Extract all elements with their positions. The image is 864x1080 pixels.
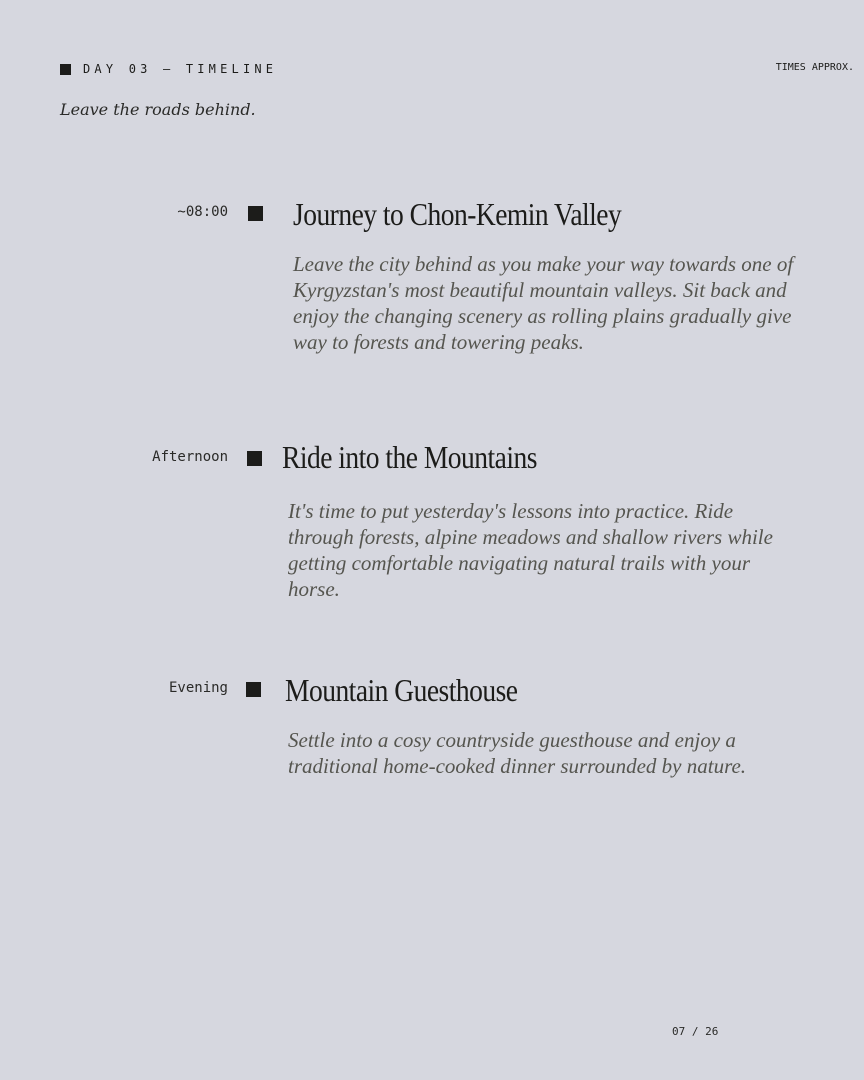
square-bullet-icon: [60, 64, 71, 75]
square-marker-icon: [247, 451, 262, 466]
event-title: Mountain Guesthouse: [285, 672, 518, 708]
section-label: [60, 62, 277, 76]
section-label-text: DAY 03 — TIMELINE: [83, 62, 278, 76]
page-subtitle: Leave the roads behind.: [60, 100, 256, 119]
square-marker-icon: [248, 206, 263, 221]
event-time: ~08:00: [177, 204, 228, 220]
event-title: Journey to Chon-Kemin Valley: [293, 196, 622, 232]
event-time: Evening: [168, 680, 228, 696]
event-description: It's time to put yesterday's lessons into practice. Ride through forests, alpine meadows and shallow rivers while getting comfortable navigating natural trails with your horse.: [288, 499, 773, 601]
event-description: Leave the city behind as you make your way towards one of Kyrgyzstan's most beautiful mountain valleys. Sit back and enjoy the changing scenery as rolling plains gradually give way to forests and towering peaks.: [293, 252, 794, 354]
times-approx-note: TIMES APPROX.: [775, 62, 854, 73]
square-marker-icon: [246, 682, 261, 697]
event-time: Afternoon: [152, 449, 228, 465]
event-title: Ride into the Mountains: [282, 439, 537, 475]
page-number: 07 / 26: [672, 1025, 719, 1038]
event-description: Settle into a cosy countryside guesthouse and enjoy a traditional home-cooked dinner surrounded by nature.: [288, 728, 747, 778]
